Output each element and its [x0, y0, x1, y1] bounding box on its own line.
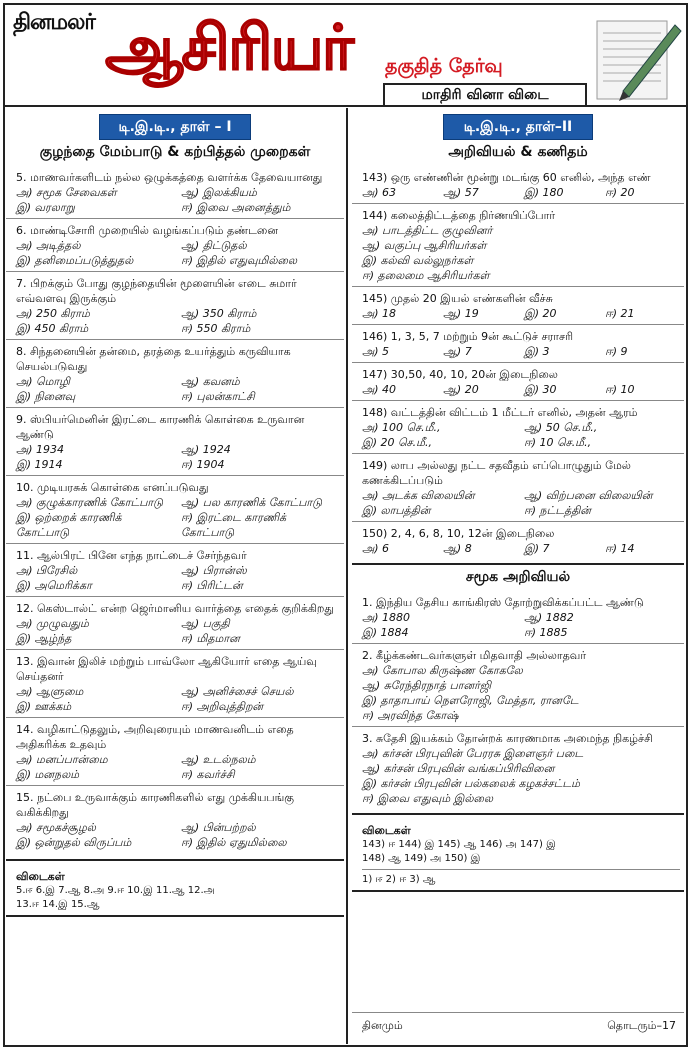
option-item: அ) 18 [362, 307, 397, 320]
subtitle-box: மாதிரி வினா விடை [383, 83, 587, 107]
option-item: ஈ) அரவிந்த கோஷ் [362, 709, 459, 722]
right-column [352, 108, 684, 892]
option-item: இ) 20 [524, 307, 557, 320]
option-item: அ) 1880 [362, 611, 411, 624]
option-item: அ) ஆளுமை [16, 685, 84, 698]
section-title: சமூக அறிவியல் [465, 569, 571, 585]
option-item: ஈ) 10 [605, 383, 635, 396]
question-item [6, 407, 344, 475]
option-item: அ) அடக்க விலையின் [362, 489, 475, 502]
question-item [6, 475, 344, 543]
footer-left: தினமும் [362, 1019, 403, 1032]
question-item [6, 649, 344, 717]
option-item: இ) கல்வி வல்லுநர்கள் [362, 254, 474, 267]
option-item: ஆ) 7 [443, 345, 472, 358]
option-item: அ) மொழி [16, 375, 71, 388]
option-item: இ) தாதாபாய் நௌரோஜி, மேத்தா, ரானடே [362, 694, 579, 707]
question-text: 3. சுதேசி இயக்கம் தோன்றக் காரணமாக அமைந்த நிகழ்ச்சி [362, 732, 653, 745]
page-title: ஆசிரியர் [105, 11, 353, 84]
option-item: ஈ) இரட்டை காரணிக் கோட்பாடு [181, 511, 287, 539]
option-item: இ) ஆழ்ந்த [16, 632, 72, 645]
section-title: குழந்தை மேம்பாடு & கற்பித்தல் முறைகள் [39, 144, 311, 160]
question-item [6, 271, 344, 339]
question-text: 147) 30,50, 40, 10, 20ன் இடைநிலை [362, 368, 558, 381]
option-item: ஆ) பகுதி [181, 617, 230, 630]
option-item: இ) லாபத்தின் [362, 504, 431, 517]
question-text: 1. இந்திய தேசிய காங்கிரஸ் தோற்றுவிக்கப்பட்ட ஆண்டு [362, 596, 644, 609]
option-item: அ) சமூகச்சூழல் [16, 821, 96, 834]
option-item: ஆ) இலக்கியம் [181, 186, 257, 199]
question-text: 6. மாண்டிசோரி முறையில் வழங்கப்படும் தண்டனை [16, 224, 279, 237]
option-item: ஆ) விற்பனை விலையின் [524, 489, 653, 502]
section-divider [352, 563, 684, 565]
option-item: ஈ) 10 செ.மீ., [524, 436, 592, 449]
option-item: இ) ஒற்றைக் காரணிக் கோட்பாடு [16, 511, 122, 539]
question-item [352, 286, 684, 324]
question-list [6, 166, 344, 853]
options [362, 223, 680, 283]
question-text: 12. கெஸ்டால்ட் என்ற ஜெர்மானிய வார்த்தை எதைக் குறிக்கிறது [16, 602, 334, 615]
question-text: 9. ஸ்பியர்மெனின் இரட்டை காரணிக் கொள்கை உருவான ஆண்டு [16, 413, 305, 441]
option-item: அ) 250 கிராம் [16, 307, 90, 320]
option-item: அ) 63 [362, 186, 397, 199]
question-list [352, 166, 684, 559]
question-item [352, 203, 684, 286]
question-text: 13. இவான் இலிச் மற்றும் பாவ்லோ ஆகியோர் எதை ஆய்வு செய்தனர் [16, 655, 317, 683]
page-header [5, 5, 686, 107]
option-item: அ) கர்சன் பிரபுவின் பேரரசு இளைஞர் படை [362, 747, 584, 760]
answers-title: விடைகள் [362, 824, 411, 837]
options [362, 185, 680, 200]
option-item: ஆ) கர்சன் பிரபுவின் வங்கப்பிரிவினை [362, 762, 555, 775]
option-item: ஈ) நட்டத்தின் [524, 504, 591, 517]
options [16, 820, 340, 850]
answers-box [6, 859, 344, 917]
option-item: அ) கோபால கிருஷ்ண கோகலே [362, 664, 523, 677]
question-text: 145) முதல் 20 இயல் எண்களின் வீச்சு [362, 292, 553, 305]
question-text: 7. பிறக்கும் போது குழந்தையின் மூளையின் எடை சுமார் எவ்வளவு இருக்கும் [16, 277, 297, 305]
option-item: இ) 180 [524, 186, 564, 199]
option-item: இ) 1914 [16, 458, 63, 471]
question-item [6, 596, 344, 649]
option-item: ஆ) 20 [443, 383, 479, 396]
question-text: 143) ஒரு எண்ணின் மூன்று மடங்கு 60 எனில், அந்த எண் [362, 171, 651, 184]
option-item: இ) வரலாறு [16, 201, 75, 214]
option-item: ஈ) தலைமை ஆசிரியர்கள் [362, 269, 490, 282]
option-item: ஆ) 57 [443, 186, 479, 199]
option-item: ஆ) உடல்நலம் [181, 753, 256, 766]
option-item: அ) சமூக சேவைகள் [16, 186, 117, 199]
question-text: 144) கலைத்திட்டத்தை நிர்ணயிப்போர் [362, 209, 556, 222]
option-item: இ) மனநலம் [16, 768, 80, 781]
question-item [352, 166, 684, 203]
question-text: 2. கீழ்க்கண்டவர்களுள் மிதவாதி அல்லாதவர் [362, 649, 587, 662]
option-item: ஆ) வகுப்பு ஆசிரியர்கள் [362, 239, 487, 252]
option-item: ஆ) 1882 [524, 611, 574, 624]
option-item: அ) முழுவதும் [16, 617, 89, 630]
option-item: அ) 5 [362, 345, 390, 358]
question-text: 11. ஆல்பிரட் பினே எந்த நாட்டைச் சேர்ந்தவர் [16, 549, 247, 562]
option-item: ஆ) 8 [443, 542, 472, 555]
paper-badge: டி.இ.டி., தாள்–II [443, 114, 593, 140]
question-item [352, 726, 684, 809]
option-item: இ) 450 கிராம் [16, 322, 89, 335]
question-item [352, 324, 684, 362]
option-item: இ) ஒன்றுதல் விருப்பம் [16, 836, 132, 849]
question-item [352, 400, 684, 453]
option-item: அ) 100 செ.மீ., [362, 421, 441, 434]
newspaper-logo: தினமலர் [13, 9, 95, 35]
option-item: ஈ) பிரிட்டன் [181, 579, 243, 592]
options [16, 752, 340, 782]
option-item: இ) 7 [524, 542, 550, 555]
options [362, 663, 680, 723]
options [16, 374, 340, 404]
option-item: ஈ) 1904 [181, 458, 225, 471]
paper-badge: டி.இ.டி., தாள் – I [99, 114, 251, 140]
question-item [6, 166, 344, 218]
question-item [352, 643, 684, 726]
option-item: ஆ) பின்பற்றல் [181, 821, 256, 834]
options [362, 488, 680, 518]
section-title: அறிவியல் & கணிதம் [448, 144, 588, 160]
answers-line: 148) ஆ 149) அ 150) இ [362, 853, 481, 864]
option-item: ஈ) 550 கிராம் [181, 322, 251, 335]
question-text: 149) லாப அல்லது நட்ட சதவீதம் எப்பொழுதும் மேல் கணக்கிடப்படும் [362, 459, 631, 487]
option-item: ஆ) கவனம் [181, 375, 240, 388]
options [16, 495, 340, 540]
option-item: இ) ஊக்கம் [16, 700, 72, 713]
option-item: ஈ) 1885 [524, 626, 568, 639]
option-item: ஈ) 9 [605, 345, 628, 358]
option-item: ஆ) 19 [443, 307, 479, 320]
option-item: ஈ) கவர்ச்சி [181, 768, 235, 781]
option-item: ஆ) சுரேந்திரநாத் பானர்ஜி [362, 679, 492, 692]
option-item: இ) 30 [524, 383, 557, 396]
question-item [352, 362, 684, 400]
option-item: ஈ) மிதமான [181, 632, 240, 645]
option-item: இ) 20 செ.மீ., [362, 436, 433, 449]
options [16, 442, 340, 472]
options [362, 610, 680, 640]
option-item: ஈ) 14 [605, 542, 635, 555]
option-item: அ) பிரேசில் [16, 564, 78, 577]
question-text: 5. மாணவர்களிடம் நல்ல ஒழுக்கத்தை வளர்க்க தேவையானது [16, 171, 323, 184]
question-text: 15. நட்பை உருவாக்கும் காரணிகளில் எது முக்கியபங்கு வகிக்கிறது [16, 791, 294, 819]
question-item [6, 339, 344, 407]
option-item: ஈ) 20 [605, 186, 635, 199]
option-item: ஈ) இதில் ஏதுமில்லை [181, 836, 287, 849]
option-item: இ) 3 [524, 345, 550, 358]
option-item: ஆ) 1924 [181, 443, 231, 456]
option-item: அ) அடித்தல் [16, 239, 81, 252]
pen-paper-icon [593, 11, 685, 103]
option-item: இ) கர்சன் பிரபுவின் பல்கலைக் கழகச்சட்டம் [362, 777, 580, 790]
options [16, 616, 340, 646]
answers-line: 143) ஈ 144) இ 145) ஆ 146) அ 147) இ [362, 839, 556, 850]
option-item: ஆ) அனிச்சைச் செயல் [181, 685, 294, 698]
answers-line: 13.ஈ 14.இ 15.ஆ [16, 899, 100, 910]
question-item [352, 591, 684, 643]
option-item: ஆ) திட்டுதல் [181, 239, 247, 252]
option-item: இ) நினைவு [16, 390, 76, 403]
options [16, 306, 340, 336]
answers-line: 1) ஈ 2) ஈ 3) ஆ [362, 869, 680, 887]
options [362, 420, 680, 450]
option-item: ஆ) பிரான்ஸ் [181, 564, 247, 577]
question-item [6, 543, 344, 596]
option-item: ஆ) பல காரணிக் கோட்பாடு [181, 496, 322, 509]
option-item: ஈ) புலன்காட்சி [181, 390, 255, 403]
option-item: அ) 40 [362, 383, 397, 396]
option-item: ஈ) இவை அனைத்தும் [181, 201, 291, 214]
options [16, 238, 340, 268]
options [362, 306, 680, 321]
option-item: அ) மனப்பான்மை [16, 753, 108, 766]
option-item: ஈ) 21 [605, 307, 635, 320]
option-item: அ) 1934 [16, 443, 65, 456]
question-item [6, 218, 344, 271]
option-item: இ) தனிமைப்படுத்துதல் [16, 254, 134, 267]
option-item: அ) குழுக்காரணிக் கோட்பாடு [16, 496, 163, 509]
answers-title: விடைகள் [16, 870, 65, 883]
option-item: ஈ) அறிவுத்திறன் [181, 700, 264, 713]
question-text: 10. முடியரசுக் கொள்கை எனப்படுவது [16, 481, 209, 494]
options [362, 382, 680, 397]
question-list [352, 591, 684, 809]
option-item: ஆ) 50 செ.மீ., [524, 421, 598, 434]
question-item [6, 785, 344, 853]
question-item [352, 521, 684, 559]
question-text: 148) வட்டத்தின் விட்டம் 1 மீட்டர் எனில், அதன் ஆரம் [362, 406, 638, 419]
option-item: ஈ) இவை எதுவும் இல்லை [362, 792, 494, 805]
option-item: ஈ) இதில் எதுவுமில்லை [181, 254, 298, 267]
option-item: ஆ) 350 கிராம் [181, 307, 257, 320]
page-subtitle: தகுதித் தேர்வு [385, 55, 503, 77]
question-text: 146) 1, 3, 5, 7 மற்றும் 9ன் கூட்டுச் சராசரி [362, 330, 574, 343]
options [16, 185, 340, 215]
answers-box [352, 813, 684, 892]
question-text: 8. சிந்தனையின் தன்மை, தரத்தை உயர்த்தும் கருவியாக செயல்படுவது [16, 345, 291, 373]
question-item [352, 453, 684, 521]
options [362, 541, 680, 556]
page-footer [352, 1012, 684, 1032]
options [362, 746, 680, 806]
question-text: 14. வழிகாட்டுதலும், அறிவுரையும் மாணவனிடம் எதை அதிகரிக்க உதவும் [16, 723, 294, 751]
options [362, 344, 680, 359]
option-item: அ) 6 [362, 542, 390, 555]
footer-right: தொடரும்–17 [607, 1019, 676, 1032]
option-item: இ) 1884 [362, 626, 409, 639]
answers-line: 5.ஈ 6.இ 7.ஆ 8.அ 9.ஈ 10.இ 11.ஆ 12.அ [16, 885, 215, 896]
left-column [6, 108, 344, 917]
option-item: இ) அமெரிக்கா [16, 579, 92, 592]
column-divider [346, 108, 348, 1044]
option-item: அ) பாடத்திட்ட குழுவினர் [362, 224, 493, 237]
options [16, 684, 340, 714]
question-text: 150) 2, 4, 6, 8, 10, 12ன் இடைநிலை [362, 527, 555, 540]
question-item [6, 717, 344, 785]
options [16, 563, 340, 593]
